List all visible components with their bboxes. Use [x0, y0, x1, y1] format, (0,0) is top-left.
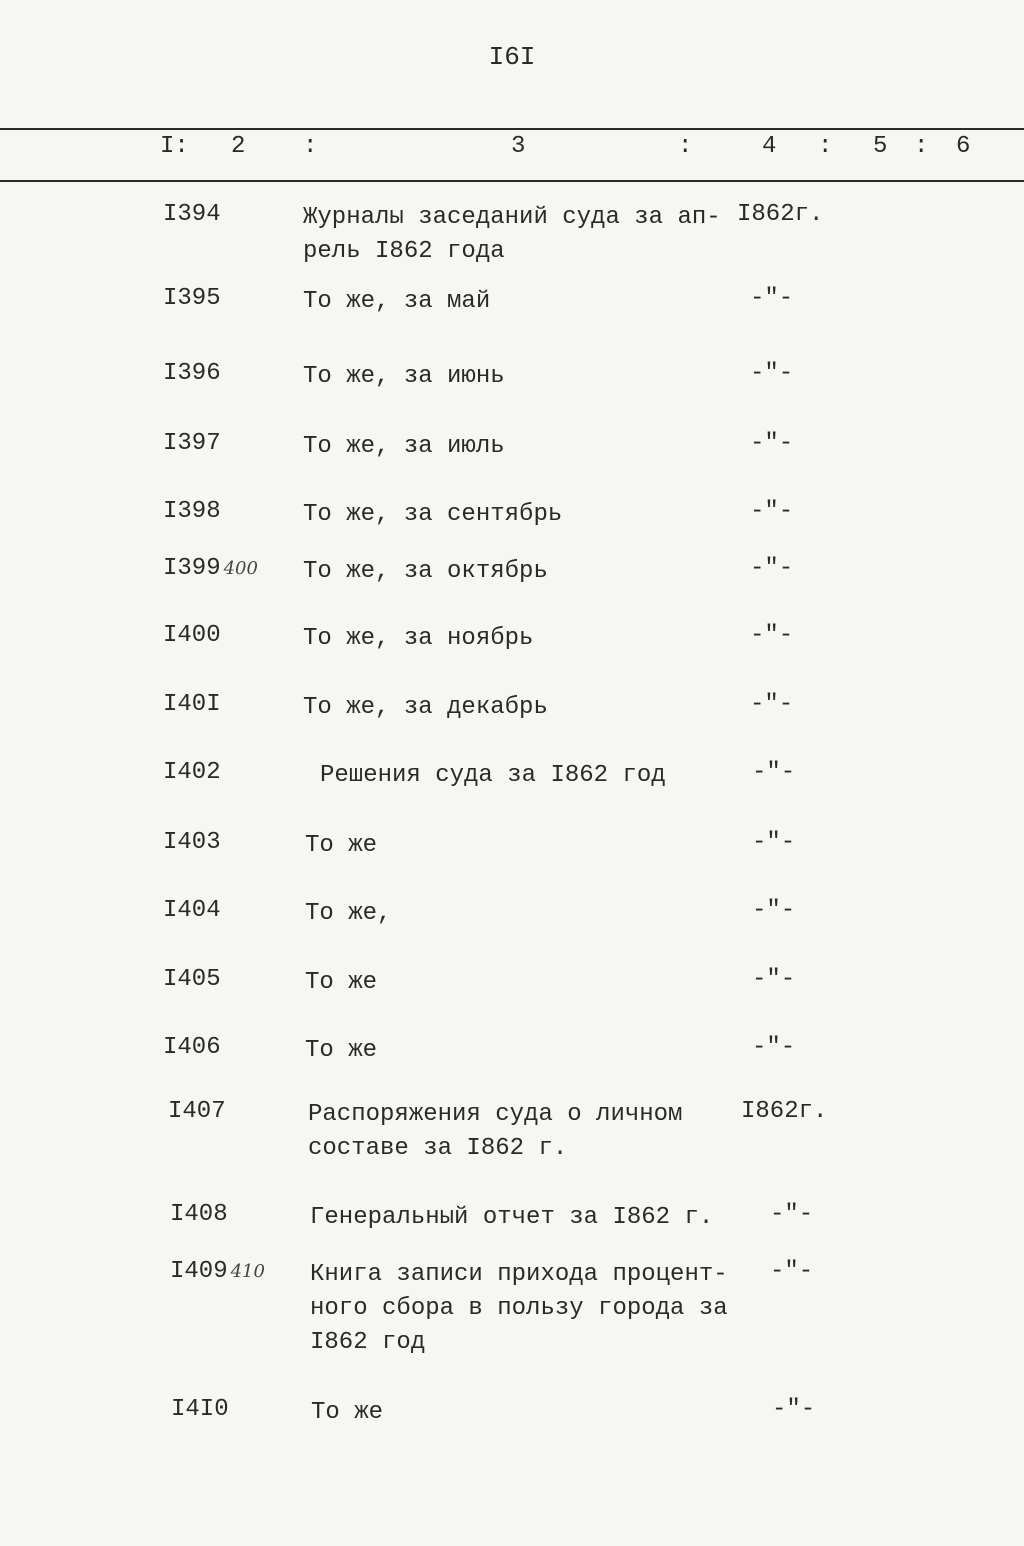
header-col-3: 3 [511, 133, 526, 160]
table-header-rule [0, 180, 1024, 182]
entry-title: То же [305, 832, 378, 859]
table-top-rule [0, 128, 1024, 130]
entry-date: -"- [752, 897, 796, 924]
entry-number: I397 [163, 430, 221, 457]
entry-date: -"- [752, 759, 796, 786]
entry-date: -"- [750, 285, 794, 312]
entry-number: I396 [163, 360, 221, 387]
entry-number: I398 [163, 498, 221, 525]
entry-title: То же, [305, 900, 392, 927]
entry-date: I862г. [737, 201, 824, 228]
entry-title: То же [305, 1037, 378, 1064]
entry-title: То же, за сентябрь [303, 501, 563, 528]
entry-number: I402 [163, 759, 221, 786]
entry-number: I394 [163, 201, 221, 228]
entry-number: I409 410 [170, 1258, 265, 1285]
entry-date: -"- [770, 1201, 814, 1228]
entry-title: То же [305, 969, 378, 996]
entry-number: I40I [163, 691, 221, 718]
header-col-2: 2 [231, 133, 246, 160]
entry-title: То же, за ноябрь [303, 625, 534, 652]
entry-title: Журналы заседаний суда за ап- рель I862 года [303, 204, 721, 265]
entry-date: -"- [770, 1258, 814, 1285]
entry-number: I4I0 [171, 1396, 229, 1423]
entry-title: То же, за июнь [303, 363, 505, 390]
entry-date: -"- [752, 1034, 796, 1061]
header-col-5: 5 [873, 133, 888, 160]
handwritten-note: 410 [230, 1261, 265, 1282]
entry-number: I407 [168, 1098, 226, 1125]
header-separator: : [914, 133, 929, 160]
entry-title: То же [311, 1399, 384, 1426]
handwritten-note: 400 [223, 558, 258, 579]
header-col-1: I: [160, 133, 189, 160]
entry-number: I406 [163, 1034, 221, 1061]
entry-number: I399 400 [163, 555, 258, 582]
entry-title: Книга записи прихода процент- ного сбора в пользу города за I862 год [310, 1261, 728, 1356]
entry-title: Генеральный отчет за I862 г. [310, 1204, 714, 1231]
entry-number: I405 [163, 966, 221, 993]
entry-date: -"- [750, 430, 794, 457]
entry-title: То же, за июль [303, 433, 505, 460]
entry-date: -"- [752, 829, 796, 856]
header-col-6: 6 [956, 133, 971, 160]
entry-date: I862г. [741, 1098, 828, 1125]
entry-date: -"- [750, 555, 794, 582]
entry-title: Решения суда за I862 год [320, 762, 666, 789]
entry-title: То же, за октябрь [303, 558, 548, 585]
entry-date: -"- [750, 622, 794, 649]
entry-number: I403 [163, 829, 221, 856]
entry-date: -"- [750, 691, 794, 718]
entry-title: То же, за май [303, 288, 491, 315]
entry-date: -"- [750, 498, 794, 525]
entry-date: -"- [752, 966, 796, 993]
header-col-4: 4 [762, 133, 777, 160]
header-separator: : [818, 133, 833, 160]
header-separator: : [678, 133, 693, 160]
page-number: I6I [488, 42, 536, 72]
entry-number: I395 [163, 285, 221, 312]
entry-number: I408 [170, 1201, 228, 1228]
entry-title: Распоряжения суда о личном составе за I862 г. [308, 1101, 683, 1162]
entry-date: -"- [772, 1396, 816, 1423]
entry-number: I400 [163, 622, 221, 649]
entry-date: -"- [750, 360, 794, 387]
entry-number: I404 [163, 897, 221, 924]
header-separator: : [303, 133, 318, 160]
entry-title: То же, за декабрь [303, 694, 548, 721]
